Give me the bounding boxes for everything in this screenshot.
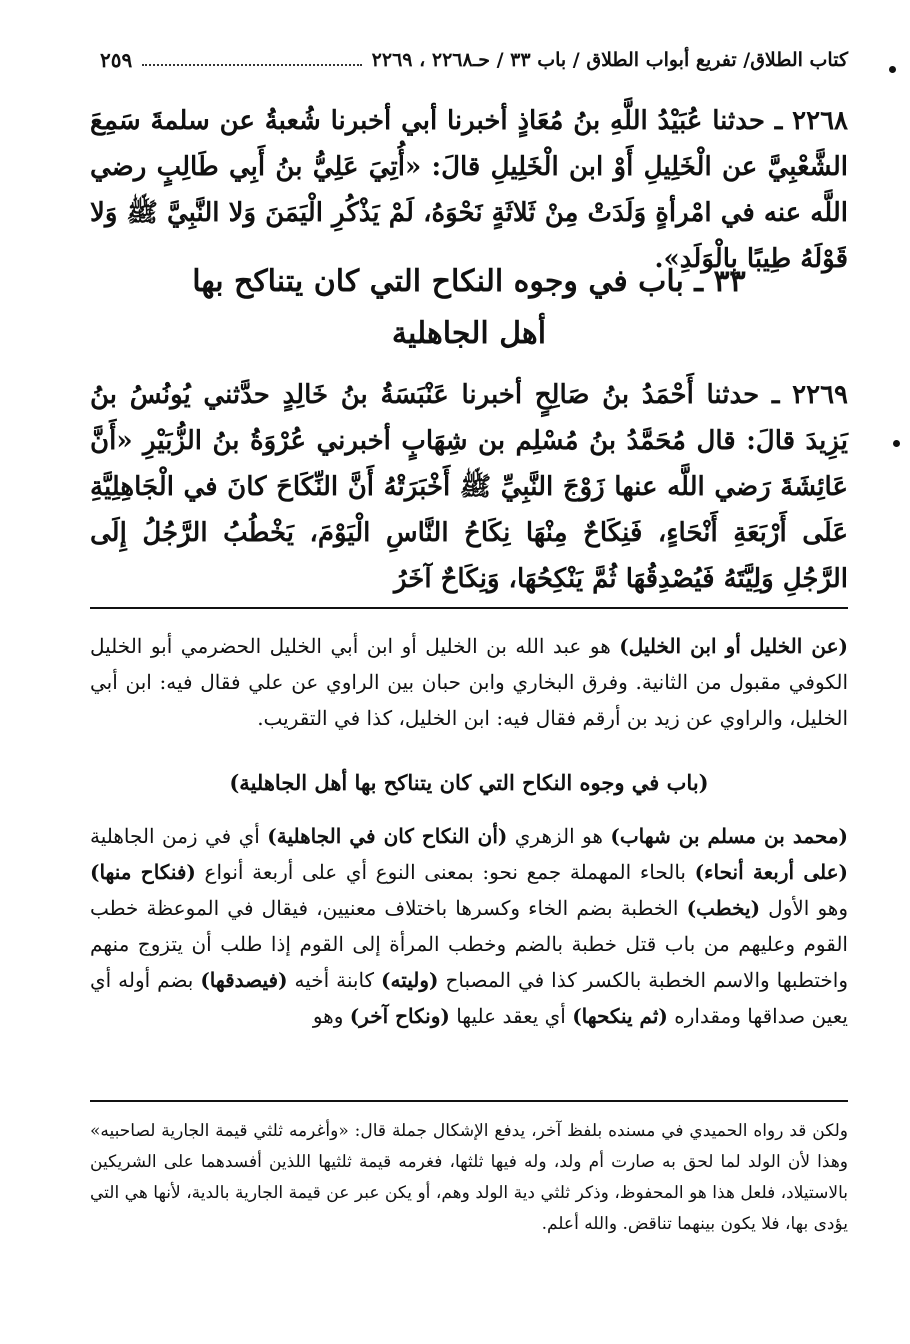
commentary-term: (عن الخليل أو ابن الخليل) bbox=[619, 634, 848, 658]
chapter-title-line2: أهل الجاهلية bbox=[391, 316, 547, 351]
commentary-text: وهو bbox=[312, 1004, 350, 1028]
chapter-title-line1: ٣٣ ـ باب في وجوه النكاح التي كان يتناكح بها bbox=[192, 264, 746, 299]
commentary-term: (وليته) bbox=[381, 968, 439, 992]
hadith-2269-text: ٢٢٦٩ ـ حدثنا أَحْمَدُ بنُ صَالِحٍ أخبرنا عَنْبَسَةُ بنُ خَالِدٍ حدَّثني يُونُسُ بنُ يَزِيدَ قالَ: قال مُحَمَّدُ بنُ مُسْلِم بن شِهَابٍ أخبرني عُرْوَةُ بنُ الزُّبَيْرِ «أَنَّ عَائِشَةَ رَضي اللَّه عنها زَوْجَ النَّبِيِّ ﷺ أَخْبَرَتْهُ أَنَّ النِّكَاحَ كانَ في الْجَاهِلِيَّةِ عَلَى أَرْبَعَةِ أَنْحَاءٍ، فَنِكَاحٌ مِنْهَا نِكَاحُ النَّاسِ الْيَوْمَ، يَخْطُبُ الرَّجُلُ إِلَى الرَّجُلِ وَلِيَّتَهُ فَيُصْدِقُهَا ثُمَّ يَنْكِحُهَا، وَنِكَاحٌ آخَرُ bbox=[90, 380, 848, 594]
hadith-2269 bbox=[90, 372, 848, 602]
running-title: كتاب الطلاق/ تفريع أبواب الطلاق / باب ٣٣ / حـ٢٢٦٨ ، ٢٢٦٩ bbox=[371, 49, 848, 71]
commentary-text: هو الزهري bbox=[507, 824, 611, 848]
commentary-term: (فيصدقها) bbox=[200, 968, 288, 992]
commentary-term: (محمد بن مسلم بن شهاب) bbox=[610, 824, 849, 848]
commentary-text: أي يعقد عليها bbox=[449, 1004, 573, 1028]
section-divider bbox=[90, 607, 848, 609]
margin-dot bbox=[893, 440, 900, 447]
commentary-term: (ونكاح آخر) bbox=[349, 1004, 450, 1028]
commentary-text: بالحاء المهملة جمع نحو: بمعنى النوع أي على أربعة أنواع bbox=[195, 860, 695, 884]
commentary-term: (على أربعة أنحاء) bbox=[694, 860, 849, 884]
commentary-text: هو عبد الله بن الخليل أو ابن أبي الخليل الحضرمي أبو الخليل الكوفي مقبول من الثانية. وفرق البخاري وابن حبان بين الراوي عن علي فقال فيه: ابن أبي الخليل، والراوي عن زيد بن أرقم فقال فيه: ابن الخليل، كذا في التقريب. bbox=[90, 634, 848, 730]
hadith-2268 bbox=[90, 98, 848, 282]
commentary-text: كابنة أخيه bbox=[287, 968, 382, 992]
running-header bbox=[100, 42, 848, 78]
hadith-2268-text: ٢٢٦٨ ـ حدثنا عُبَيْدُ اللَّهِ بنُ مُعَاذٍ أخبرنا أبي أخبرنا شُعبةُ عن سلمةَ سَمِعَ الشَّعْبِيَّ عن الْخَلِيلِ أَوْ ابن الْخَلِيلِ قالَ: «أُتِيَ عَلِيُّ بنُ أَبِي طَالِبٍ رضي اللَّه عنه في امْرأةٍ وَلَدَتْ مِنْ ثَلاثَةٍ نَحْوَهُ، لَمْ يَذْكُرِ الْيَمَنَ وَلا النَّبِيَّ ﷺ وَلا قَوْلَهُ طِيبًا بِالْوَلَدِ». bbox=[90, 106, 848, 274]
commentary-nikah bbox=[90, 818, 848, 1034]
footnote-text: ولكن قد رواه الحميدي في مسنده بلفظ آخر، يدفع الإشكال جملة قال: «وأغرمه ثلثي قيمة الجارية لصاحبيه» وهذا لأن الولد لما لحق به صارت أم ولد، وله فيها ثلثها، فغرمه قيمة ثلثيها اللذين أفسدهما على الشريكين بالاستيلاد، فلعل هذا هو المحفوظ، وذكر ثلثي دية الولد وهم، أو يكن عبر عن قيمة الجارية بالدية، لأنها هي التي يؤدى بها، فلا يكون بينهما تناقض. والله أعلم. bbox=[90, 1121, 848, 1234]
commentary-term: (فنكاح منها) bbox=[90, 860, 196, 884]
page-number: ٢٥٩ bbox=[100, 48, 133, 72]
commentary-khalil bbox=[90, 628, 848, 736]
commentary-term: (يخطب) bbox=[686, 896, 761, 920]
commentary-term: (ثم ينكحها) bbox=[572, 1004, 668, 1028]
commentary-text: أي في زمن الجاهلية bbox=[90, 824, 268, 848]
commentary-chapter-title: (باب في وجوه النكاح التي كان يتناكح بها أهل الجاهلية) bbox=[229, 770, 709, 795]
chapter-title bbox=[90, 256, 848, 360]
commentary-text: الخطبة بضم الخاء وكسرها باختلاف معنيين، فيقال في الموعظة خطب القوم وعليهم من باب قتل خطبة بالضم وخطب المرأة إلى القوم إذا طلب أن يتزوج منهم واختطبها والاسم الخطبة بالكسر كذا في المصباح bbox=[90, 896, 848, 992]
margin-dot bbox=[889, 66, 896, 73]
leader-dots bbox=[142, 54, 361, 66]
footnote-divider bbox=[90, 1100, 848, 1102]
commentary-term: (أن النكاح كان في الجاهلية) bbox=[267, 824, 508, 848]
commentary-text: وهو الأول bbox=[760, 896, 849, 920]
footnote bbox=[90, 1116, 848, 1240]
commentary-text: بضم أوله أي يعين صداقها ومقداره bbox=[90, 968, 848, 1028]
